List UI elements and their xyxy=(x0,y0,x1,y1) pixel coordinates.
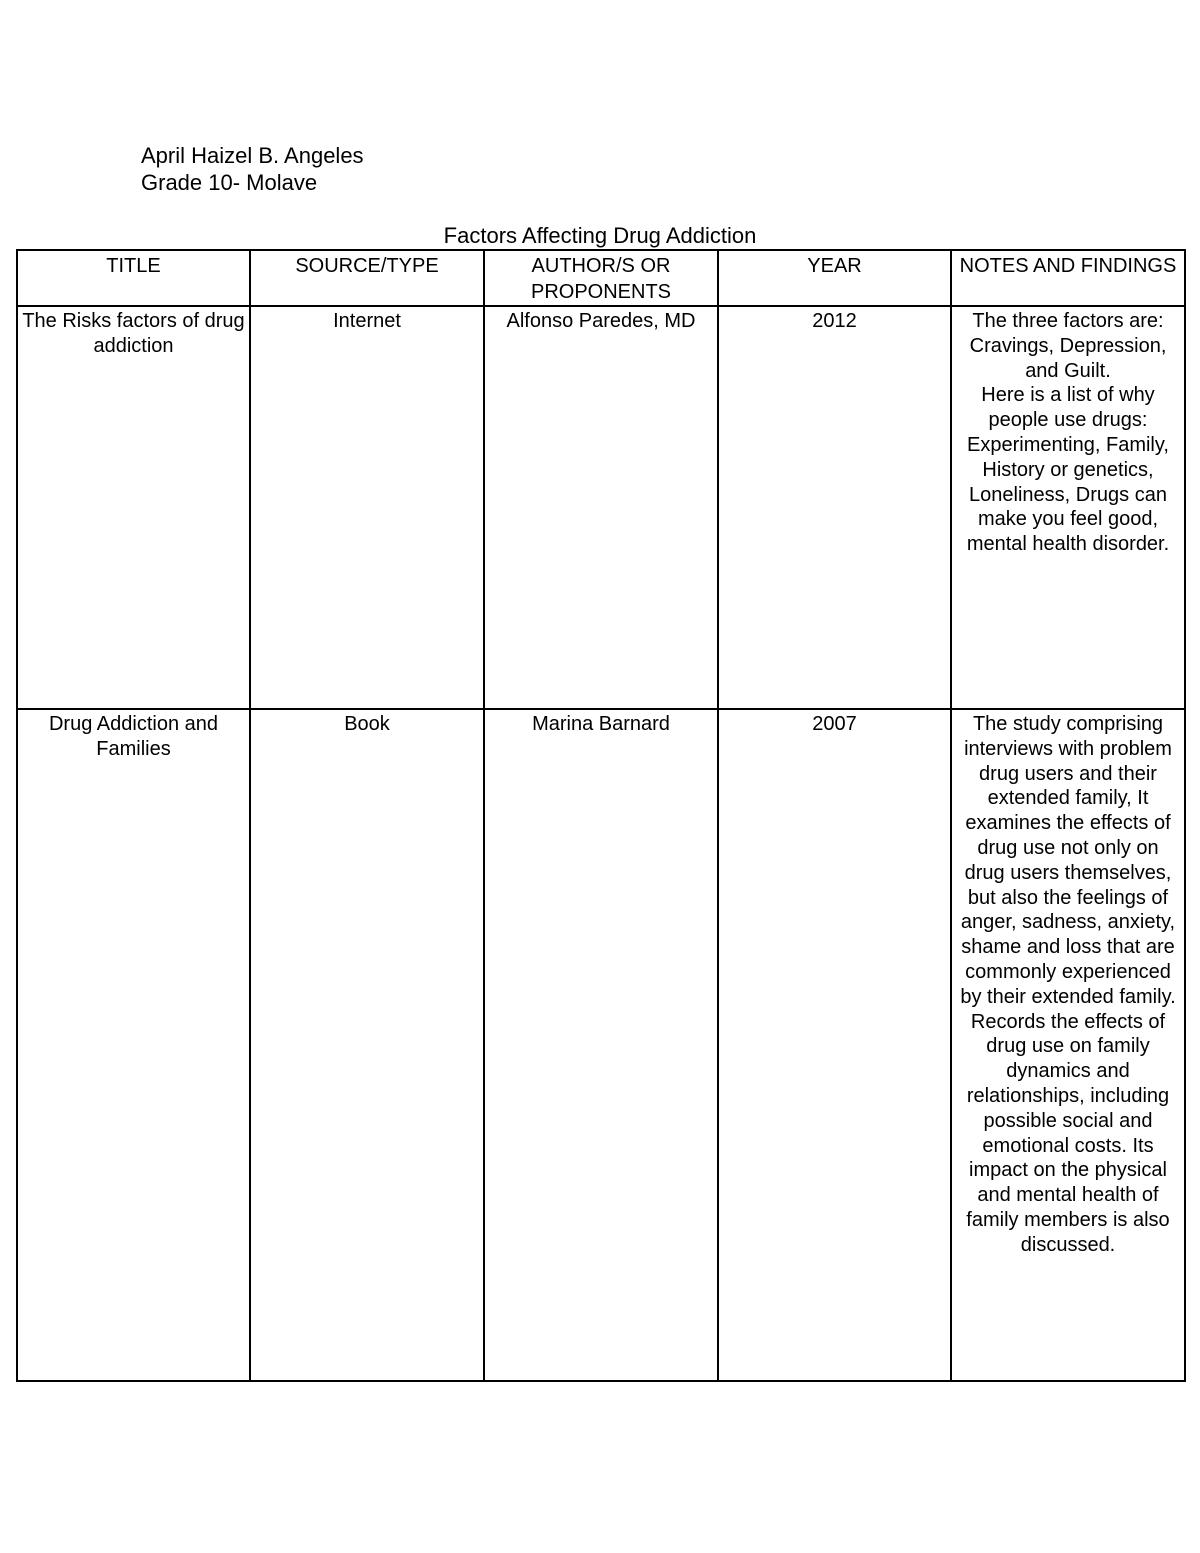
column-header-notes: NOTES AND FINDINGS xyxy=(951,250,1185,306)
table-row xyxy=(17,306,1185,709)
table-row xyxy=(17,709,1185,1381)
cell-year: 2007 xyxy=(718,709,951,1381)
column-header-source-type: SOURCE/TYPE xyxy=(250,250,484,306)
column-header-year: YEAR xyxy=(718,250,951,306)
student-grade-section: Grade 10- Molave xyxy=(141,170,318,195)
student-name: April Haizel B. Angeles xyxy=(141,143,364,168)
notes-paragraph: Records the effects of drug use on family dynamics and relationships, including possible social and emotional costs. Its impact on the physical and mental health of family members is also discussed. xyxy=(966,1010,1170,1256)
cell-notes xyxy=(951,306,1185,709)
student-info xyxy=(141,142,364,196)
cell-source-type: Book xyxy=(250,709,484,1381)
notes-paragraph: Here is a list of why people use drugs: Experimenting, Family, History or genetics, Loneliness, Drugs can make you feel good, mental health disorder. xyxy=(966,384,1170,556)
column-header-authors: AUTHOR/S OR PROPONENTS xyxy=(484,250,718,306)
cell-title: The Risks factors of drug addiction xyxy=(17,306,250,709)
notes-paragraph: The study comprising interviews with problem drug users and their extended family, It examines the effects of drug use not only on drug users themselves, but also the feelings of anger, sadness, anxiety, shame and loss that are commonly experienced by their extended family. xyxy=(960,713,1176,1008)
literature-review-table xyxy=(16,249,1186,1382)
cell-source-type: Internet xyxy=(250,306,484,709)
column-header-title: TITLE xyxy=(17,250,250,306)
cell-notes xyxy=(951,709,1185,1381)
document-title: Factors Affecting Drug Addiction xyxy=(443,223,757,248)
table-header-row xyxy=(17,250,1185,306)
notes-paragraph: The three factors are: Cravings, Depression, and Guilt. xyxy=(969,310,1167,382)
cell-year: 2012 xyxy=(718,306,951,709)
cell-author: Marina Barnard xyxy=(484,709,718,1381)
cell-title: Drug Addiction and Families xyxy=(17,709,250,1381)
cell-author: Alfonso Paredes, MD xyxy=(484,306,718,709)
